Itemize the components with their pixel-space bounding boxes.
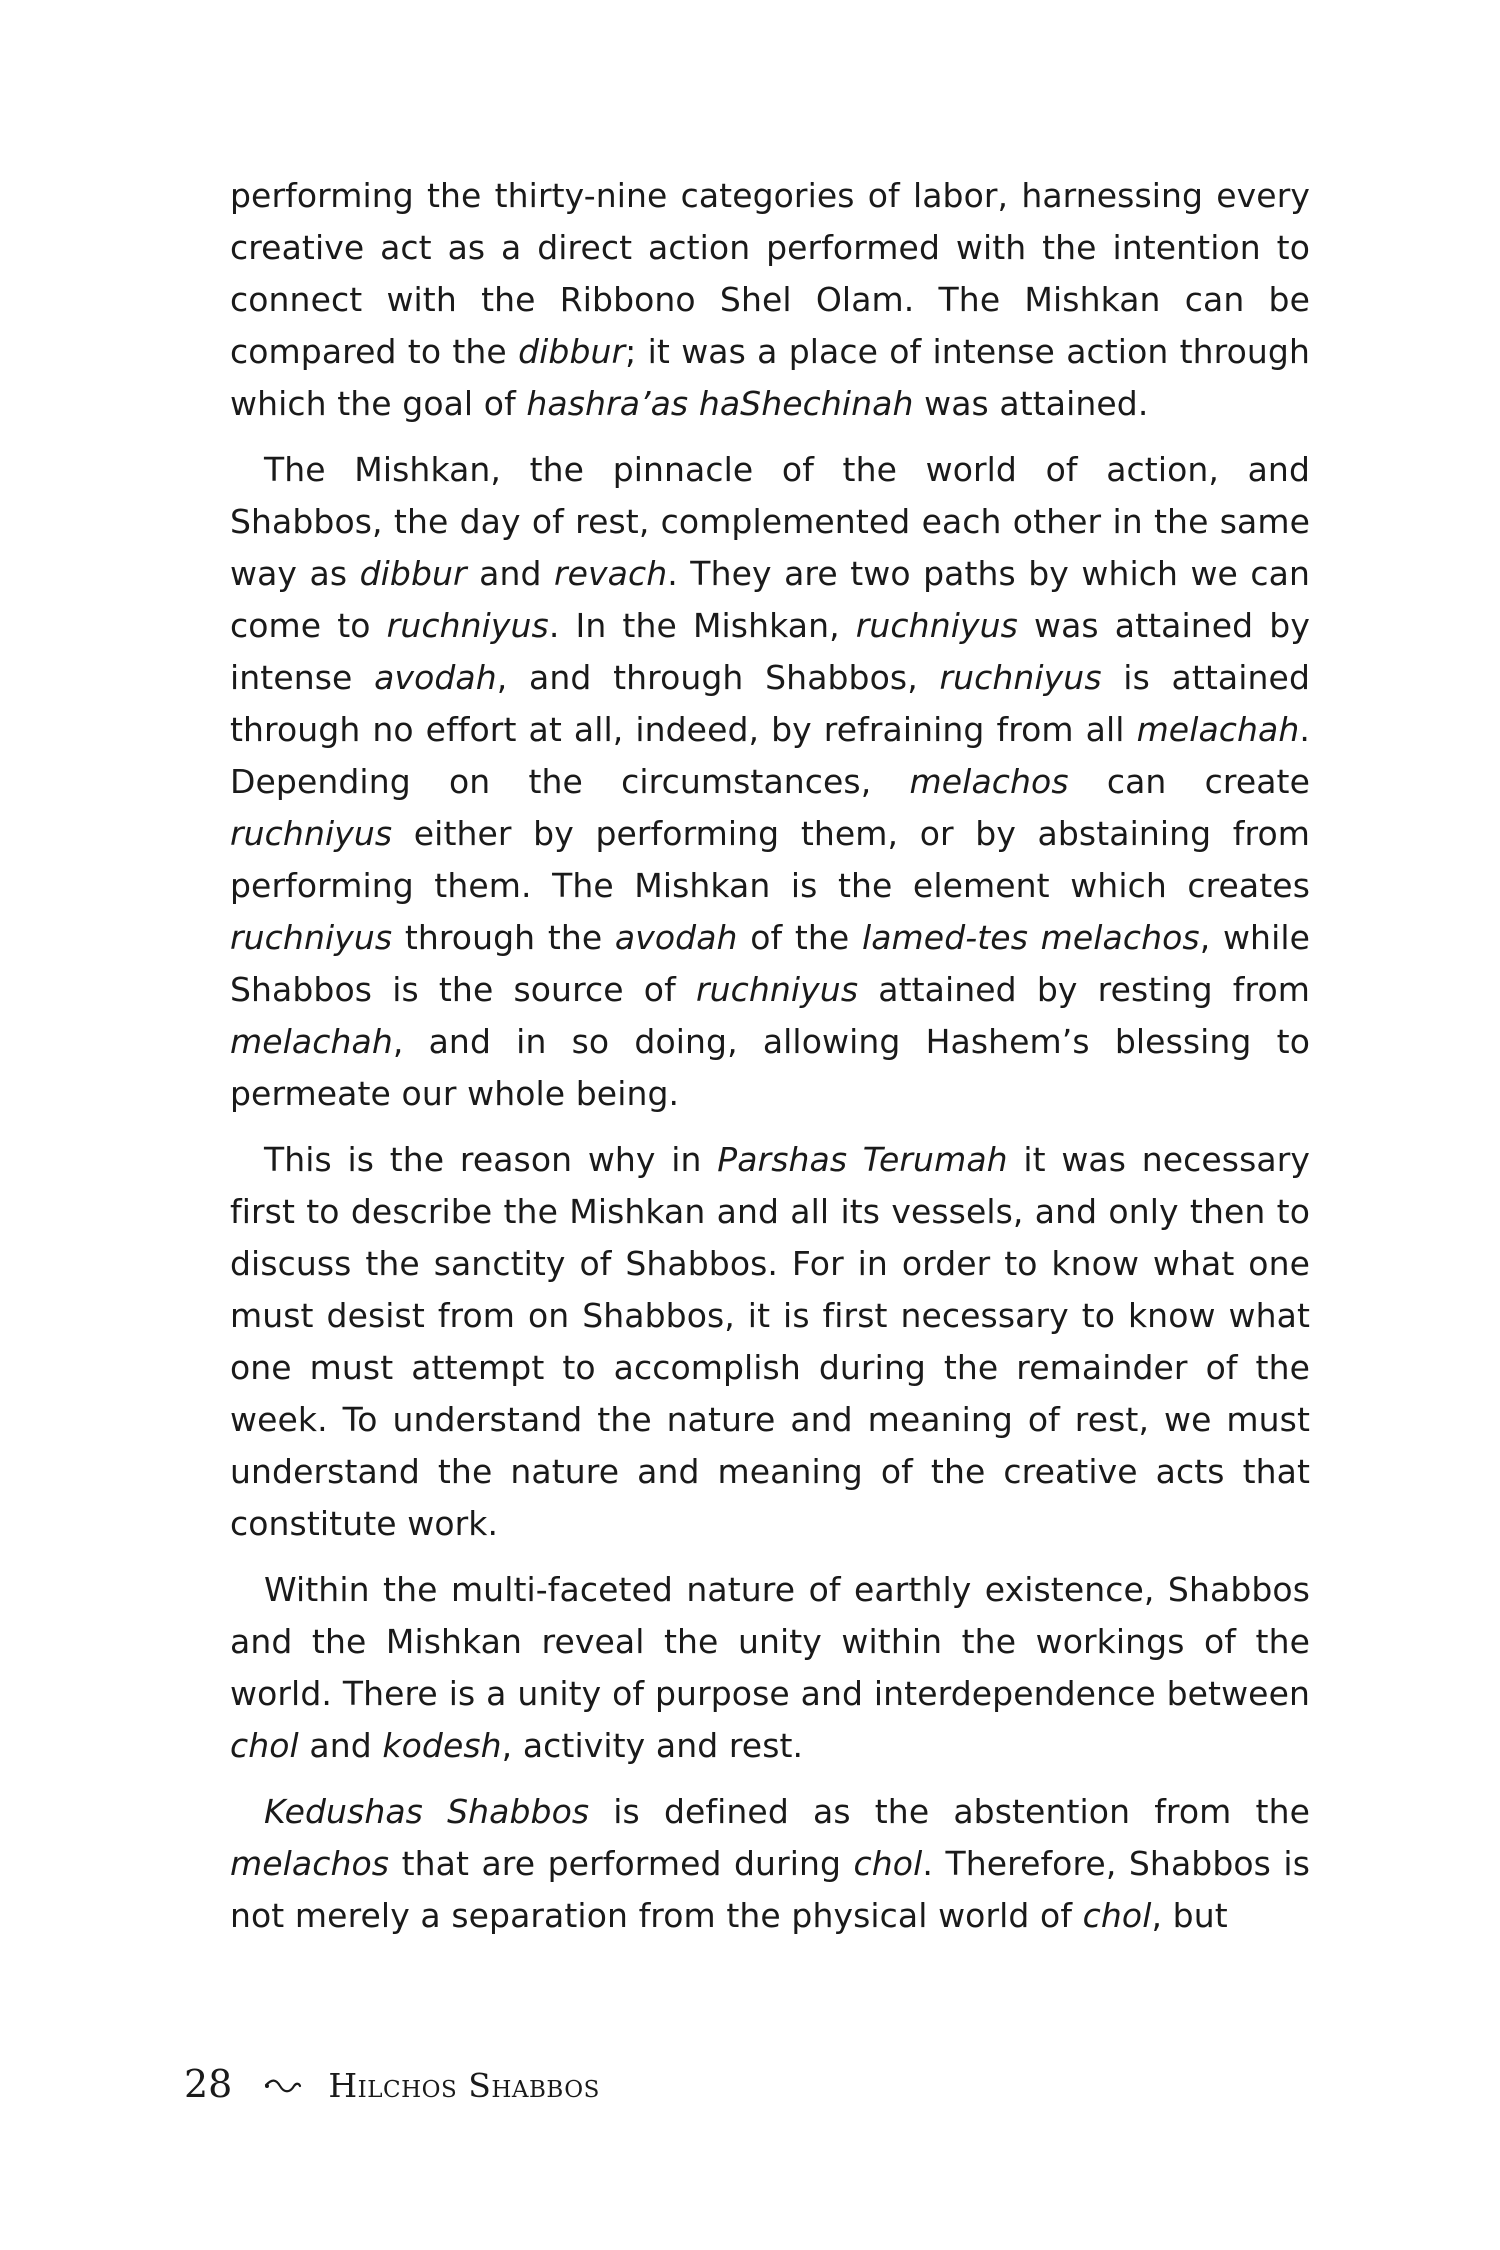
text-run: . They are two paths by which we can come to (230, 554, 1310, 645)
text-run: and (466, 554, 554, 593)
text-run: This is the reason why in (264, 1140, 718, 1179)
text-run: either by performing them, or by abstaining from performing them. The Mishkan is the element which creates (230, 814, 1310, 905)
text-run: and (298, 1726, 383, 1765)
italic-term: Parshas Terumah (717, 1140, 1008, 1179)
text-run: The Mishkan, the pinnacle of the world of action, and Shabbos, the day of rest, complemented each other in the same way as (230, 450, 1310, 593)
running-title: Hilchos Shabbos (328, 2066, 600, 2105)
text-run: it was necessary first to describe the Mishkan and all its vessels, and only then to discuss the sanctity of Shabbos. For in order to know what one must desist from on Shabbos, it is first necessary to know what one must attempt to accomplish during the remainder of the week. To understand the nature and meaning of rest, we must understand the nature and meaning of the creative acts that constitute work. (230, 1140, 1310, 1543)
text-run: is attained through no effort at all, indeed, by refraining from all (230, 658, 1310, 749)
text-run: of the (737, 918, 862, 957)
text-run: can create (1068, 762, 1310, 801)
italic-term: avodah (614, 918, 738, 957)
text-run: was attained. (913, 384, 1149, 423)
page-body (230, 170, 1310, 1956)
italic-term: melachos (909, 762, 1069, 801)
italic-term: ruchniyus (230, 918, 393, 957)
italic-term: dibbur (359, 554, 467, 593)
italic-term: ruchniyus (695, 970, 859, 1009)
text-run: , and through Shabbos, (496, 658, 940, 697)
paragraph (230, 170, 1310, 430)
italic-term: hashra’as haShechinah (526, 384, 914, 423)
page-footer (184, 2062, 600, 2106)
paragraph (230, 1564, 1310, 1772)
italic-term: avodah (374, 658, 497, 697)
italic-term: melachos (230, 1844, 390, 1883)
italic-term: Kedushas Shabbos (264, 1792, 590, 1831)
text-run: , and in so doing, allowing Hashem’s blessing to permeate our whole being. (230, 1022, 1310, 1113)
text-run: ; it was a place of intense action through which the goal of (230, 332, 1310, 423)
italic-term: revach (553, 554, 668, 593)
swash-ornament-icon (264, 2077, 302, 2097)
italic-term: ruchniyus (855, 606, 1018, 645)
text-run: attained by resting from (858, 970, 1310, 1009)
italic-term: ruchniyus (230, 814, 393, 853)
italic-term: lamed-tes melachos (861, 918, 1200, 957)
italic-term: ruchniyus (939, 658, 1102, 697)
paragraph (230, 1786, 1310, 1942)
text-run: , but (1151, 1896, 1228, 1935)
paragraph (230, 1134, 1310, 1550)
italic-term: ruchniyus (386, 606, 549, 645)
italic-term: chol (1082, 1896, 1152, 1935)
text-run: was attained by intense (230, 606, 1310, 697)
text-run: that are performed during (389, 1844, 854, 1883)
text-run: . In the Mishkan, (548, 606, 856, 645)
text-run: performing the thirty-nine categories of labor, harnessing every creative act as a direct action performed with the intention to connect with the Ribbono Shel Olam. The Mishkan can be compared to the (230, 176, 1310, 371)
italic-term: chol (230, 1726, 299, 1765)
text-run: through the (392, 918, 615, 957)
italic-term: chol (853, 1844, 923, 1883)
text-run: is defined as the abstention from the (589, 1792, 1311, 1831)
italic-term: dibbur (518, 332, 626, 371)
text-run: . Depending on the circumstances, (230, 710, 1310, 801)
text-run: Within the multi-faceted nature of earthly existence, Shabbos and the Mishkan reveal the unity within the workings of the world. There is a unity of purpose and interdependence between (230, 1570, 1310, 1713)
text-run: . Therefore, Shabbos is not merely a separation from the physical world of (230, 1844, 1310, 1935)
page-number: 28 (184, 2062, 233, 2106)
italic-term: melachah (230, 1022, 393, 1061)
italic-term: melachah (1136, 710, 1300, 749)
italic-term: kodesh (382, 1726, 502, 1765)
text-run: , while Shabbos is the source of (230, 918, 1311, 1009)
paragraph (230, 444, 1310, 1120)
text-run: , activity and rest. (501, 1726, 804, 1765)
